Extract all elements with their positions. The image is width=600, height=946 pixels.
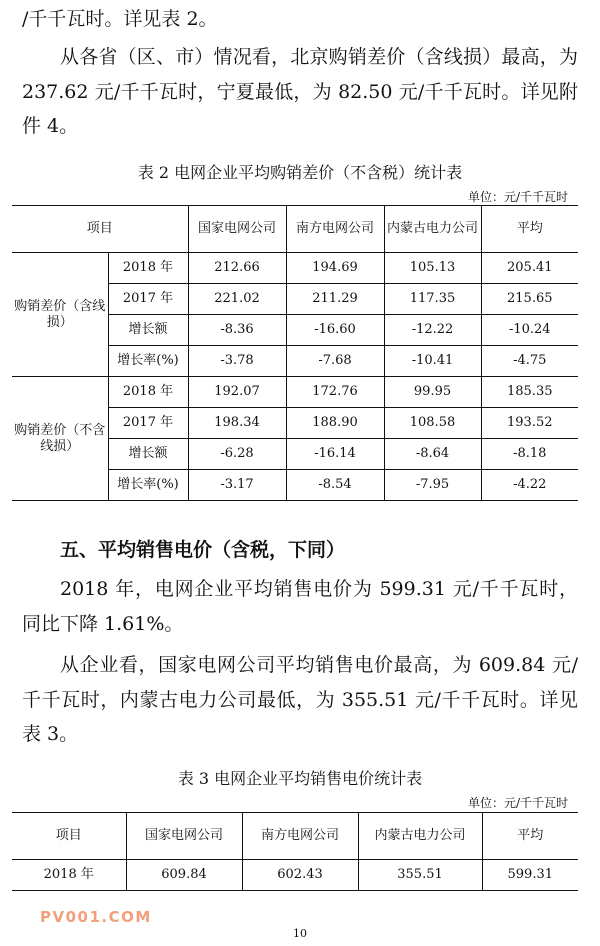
table2-group-label: 购销差价（含线损）	[12, 253, 108, 377]
table3-header-row	[12, 813, 578, 860]
watermark-logo: PV001.COM	[40, 908, 152, 926]
table2-cell: -3.78	[188, 346, 286, 377]
table2-cell: -8.18	[481, 439, 578, 470]
table2-cell: 185.35	[481, 377, 578, 408]
table2-header-state-grid: 国家电网公司	[188, 206, 286, 253]
table2-row-item: 增长额	[108, 315, 188, 346]
table2-cell: 194.69	[286, 253, 384, 284]
table2-spread-table	[12, 205, 578, 501]
table2-row-item: 2017 年	[108, 284, 188, 315]
table2-header-southern-grid: 南方电网公司	[286, 206, 384, 253]
table2-cell: -10.41	[384, 346, 481, 377]
table2-cell: 211.29	[286, 284, 384, 315]
table2-row-item: 增长率(%)	[108, 346, 188, 377]
table3-header-inner-mongolia: 内蒙古电力公司	[358, 813, 482, 860]
table2-cell: -8.54	[286, 470, 384, 501]
table2-cell: 105.13	[384, 253, 481, 284]
table2-row-item: 2018 年	[108, 253, 188, 284]
table2-row-item: 增长额	[108, 439, 188, 470]
table2-cell: -7.68	[286, 346, 384, 377]
table3-header-state-grid: 国家电网公司	[126, 813, 242, 860]
table2-cell: -3.17	[188, 470, 286, 501]
table3-cell: 609.84	[126, 860, 242, 891]
table3-header-item: 项目	[12, 813, 126, 860]
table2-header-inner-mongolia: 内蒙古电力公司	[384, 206, 481, 253]
section-heading: 五、平均销售电价（含税，下同）	[60, 539, 346, 561]
paragraph-enterprise-price: 从企业看，国家电网公司平均销售电价最高，为 609.84 元/千千瓦时，内蒙古电力公司最低，为 355.51 元/千千瓦时。详见表 3。	[22, 654, 578, 745]
table2-cell: 108.58	[384, 408, 481, 439]
table2-cell: -12.22	[384, 315, 481, 346]
table3-unit: 单位：元/千千瓦时	[467, 796, 568, 810]
table3-header-average: 平均	[482, 813, 578, 860]
table-row	[12, 253, 578, 284]
table2-cell: 205.41	[481, 253, 578, 284]
table2-cell: 198.34	[188, 408, 286, 439]
table2-cell: -8.64	[384, 439, 481, 470]
paragraph-province-spread: 从各省（区、市）情况看，北京购销差价（含线损）最高，为 237.62 元/千千瓦时，宁夏最低，为 82.50 元/千千瓦时。详见附件 4。	[22, 46, 578, 137]
paragraph-average-price: 2018 年，电网企业平均销售电价为 599.31 元/千千瓦时，同比下降 1.61%。	[22, 578, 578, 635]
table3-price-table	[12, 812, 578, 891]
table2-row-item: 增长率(%)	[108, 470, 188, 501]
table2-cell: -4.75	[481, 346, 578, 377]
table2-cell: 221.02	[188, 284, 286, 315]
table2-header-average: 平均	[481, 206, 578, 253]
table2-caption: 表 2 电网企业平均购销差价（不含税）统计表	[137, 163, 463, 182]
table2-group-label: 购销差价（不含线损）	[12, 377, 108, 501]
table2-cell: 172.76	[286, 377, 384, 408]
table3-cell: 602.43	[242, 860, 358, 891]
table-row	[12, 377, 578, 408]
table2-row-item: 2017 年	[108, 408, 188, 439]
table2-cell: -6.28	[188, 439, 286, 470]
table2-cell: 215.65	[481, 284, 578, 315]
table2-cell: -10.24	[481, 315, 578, 346]
table2-cell: 193.52	[481, 408, 578, 439]
table2-cell: -16.60	[286, 315, 384, 346]
table3-row-item: 2018 年	[12, 860, 126, 891]
table2-cell: 117.35	[384, 284, 481, 315]
table2-header-item: 项目	[12, 206, 188, 253]
paragraph-continuation: /千千瓦时。详见表 2。	[22, 8, 218, 30]
table3-cell: 355.51	[358, 860, 482, 891]
page-number: 10	[293, 927, 307, 940]
table3-cell: 599.31	[482, 860, 578, 891]
table3-caption: 表 3 电网企业平均销售电价统计表	[177, 769, 423, 788]
table2-cell: 188.90	[286, 408, 384, 439]
table2-cell: 192.07	[188, 377, 286, 408]
table2-cell: 212.66	[188, 253, 286, 284]
table2-unit: 单位：元/千千瓦时	[467, 190, 568, 204]
table-row	[12, 860, 578, 891]
table2-cell: -16.14	[286, 439, 384, 470]
table2-cell: -4.22	[481, 470, 578, 501]
table2-cell: -7.95	[384, 470, 481, 501]
table3-header-southern-grid: 南方电网公司	[242, 813, 358, 860]
table2-cell: 99.95	[384, 377, 481, 408]
table2-cell: -8.36	[188, 315, 286, 346]
table2-header-row	[12, 206, 578, 253]
table2-row-item: 2018 年	[108, 377, 188, 408]
